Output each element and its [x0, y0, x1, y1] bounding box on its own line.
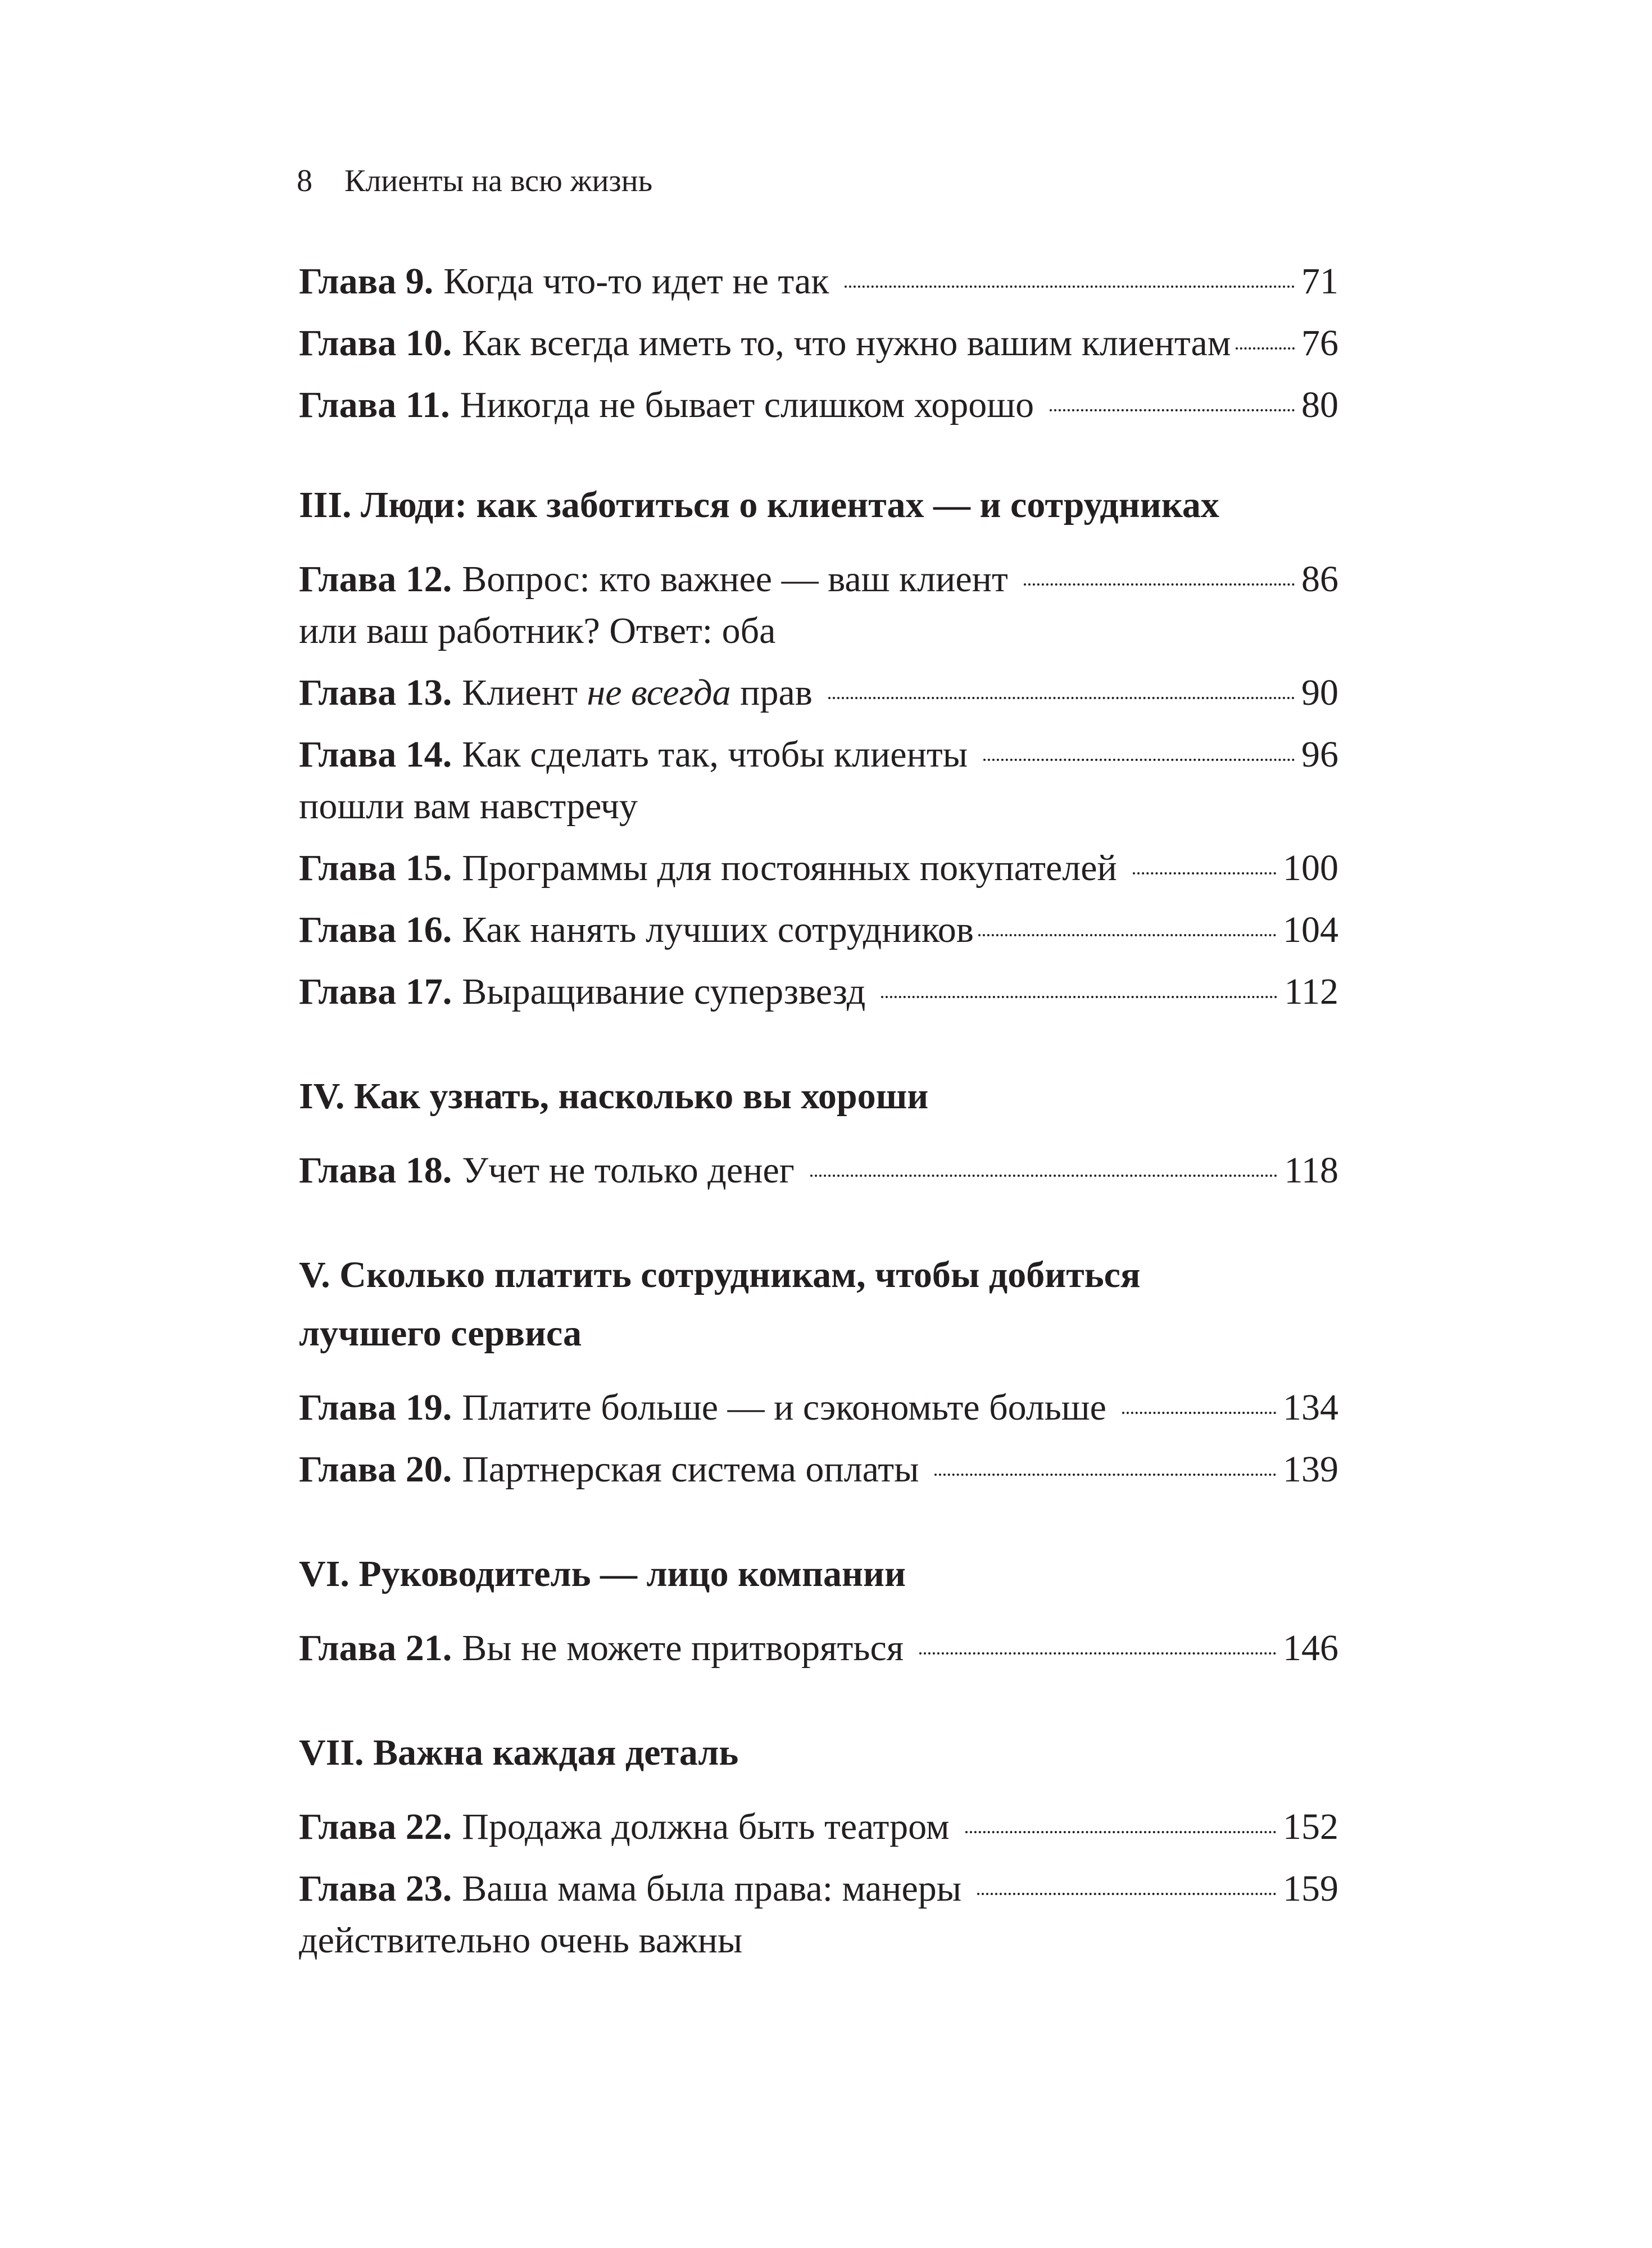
chapter-title: Программы для постоянных покупателей	[462, 847, 1117, 889]
toc-entry-chapter-23	[299, 1863, 1338, 1966]
section-heading-3: III. Люди: как заботиться о клиентах — и сотрудниках	[299, 484, 1219, 525]
chapter-page: 152	[1283, 1806, 1338, 1847]
dot-leader	[1236, 347, 1295, 350]
chapter-page: 100	[1283, 847, 1338, 889]
chapter-label: Глава 20.	[299, 1449, 452, 1490]
chapter-page: 104	[1283, 909, 1338, 950]
chapter-title-part: Клиент	[462, 672, 578, 713]
chapter-label: Глава 19.	[299, 1387, 452, 1428]
dot-leader	[1024, 583, 1295, 586]
chapter-title	[452, 667, 813, 719]
chapter-page: 76	[1301, 323, 1338, 364]
table-of-contents	[299, 256, 1338, 1977]
chapter-label: Глава 21.	[299, 1628, 452, 1669]
toc-entry-chapter-15	[299, 842, 1338, 894]
chapter-page: 80	[1301, 384, 1338, 425]
chapter-title: Ваша мама была права: манеры	[462, 1868, 962, 1909]
dot-leader	[978, 934, 1276, 936]
page-number: 8	[297, 164, 312, 198]
chapter-title: Вопрос: кто важнее — ваш клиент	[462, 559, 1008, 600]
dot-leader	[965, 1831, 1276, 1833]
toc-entry-chapter-13	[299, 667, 1338, 719]
chapter-title: Партнерская система оплаты	[462, 1449, 919, 1490]
chapter-page: 96	[1301, 734, 1338, 775]
chapter-label: Глава 13.	[299, 672, 452, 713]
dot-leader	[934, 1474, 1276, 1476]
section-heading-6: VI. Руководитель — лицо компании	[299, 1553, 906, 1594]
dot-leader	[1050, 409, 1295, 411]
chapter-page: 134	[1283, 1387, 1338, 1428]
chapter-label: Глава 9.	[299, 261, 434, 302]
chapter-title-italic: не всегда	[587, 672, 731, 713]
chapter-label: Глава 18.	[299, 1150, 452, 1191]
section-heading-line: V. Сколько платить сотрудникам, чтобы добиться	[299, 1254, 1141, 1295]
dot-leader	[919, 1652, 1276, 1655]
chapter-title-part: прав	[740, 672, 813, 713]
section-heading-4: IV. Как узнать, насколько вы хороши	[299, 1076, 929, 1117]
chapter-page: 139	[1283, 1449, 1338, 1490]
chapter-page: 118	[1284, 1150, 1338, 1191]
dot-leader	[881, 996, 1277, 998]
chapter-title-continuation: пошли вам навстречу	[299, 786, 638, 827]
chapter-title: Никогда не бывает слишком хорошо	[460, 384, 1034, 425]
dot-leader	[977, 1893, 1276, 1895]
chapter-title: Как нанять лучших сотрудников	[462, 909, 974, 950]
chapter-page: 90	[1301, 672, 1338, 713]
running-head	[297, 158, 652, 203]
chapter-label: Глава 14.	[299, 734, 452, 775]
chapter-label: Глава 10.	[299, 323, 452, 364]
chapter-title: Выращивание суперзвезд	[462, 971, 866, 1012]
chapter-title: Учет не только денег	[462, 1150, 795, 1191]
chapter-label: Глава 22.	[299, 1806, 452, 1847]
toc-entry-chapter-14	[299, 729, 1338, 832]
chapter-page: 112	[1284, 971, 1338, 1012]
toc-entry-chapter-21	[299, 1622, 1338, 1674]
toc-entry-chapter-10	[299, 318, 1338, 369]
chapter-page: 86	[1301, 559, 1338, 600]
dot-leader	[983, 759, 1295, 761]
chapter-label: Глава 11.	[299, 384, 450, 425]
chapter-label: Глава 16.	[299, 909, 452, 950]
section-heading-7: VII. Важна каждая деталь	[299, 1732, 739, 1773]
chapter-label: Глава 17.	[299, 971, 452, 1012]
chapter-page: 159	[1283, 1868, 1338, 1909]
dot-leader	[828, 697, 1295, 699]
toc-entry-chapter-19	[299, 1382, 1338, 1434]
chapter-title: Когда что-то идет не так	[443, 261, 829, 302]
chapter-title: Продажа должна быть театром	[462, 1806, 950, 1847]
chapter-title: Вы не можете притворяться	[462, 1628, 904, 1669]
chapter-page: 71	[1301, 261, 1338, 302]
chapter-title: Как всегда иметь то, что нужно вашим клиентам	[462, 323, 1231, 364]
section-heading-line: лучшего сервиса	[299, 1313, 582, 1354]
toc-entry-chapter-22	[299, 1801, 1338, 1853]
section-heading-5	[299, 1246, 1338, 1363]
toc-entry-chapter-18	[299, 1145, 1338, 1196]
dot-leader	[1133, 872, 1276, 874]
chapter-label: Глава 15.	[299, 847, 452, 889]
toc-entry-chapter-20	[299, 1444, 1338, 1495]
dot-leader	[810, 1175, 1278, 1177]
toc-entry-chapter-12	[299, 554, 1338, 657]
dot-leader	[1122, 1412, 1276, 1414]
toc-entry-chapter-9	[299, 256, 1338, 307]
toc-entry-chapter-11	[299, 379, 1338, 431]
chapter-page: 146	[1283, 1628, 1338, 1669]
chapter-label: Глава 12.	[299, 559, 452, 600]
chapter-label: Глава 23.	[299, 1868, 452, 1909]
dot-leader	[845, 285, 1295, 288]
chapter-title: Как сделать так, чтобы клиенты	[462, 734, 968, 775]
toc-entry-chapter-17	[299, 966, 1338, 1018]
toc-entry-chapter-16	[299, 904, 1338, 956]
chapter-title-continuation: действительно очень важны	[299, 1920, 743, 1961]
chapter-title-continuation: или ваш работник? Ответ: оба	[299, 610, 776, 651]
book-title: Клиенты на всю жизнь	[344, 164, 653, 198]
chapter-title: Платите больше — и сэкономьте больше	[462, 1387, 1106, 1428]
